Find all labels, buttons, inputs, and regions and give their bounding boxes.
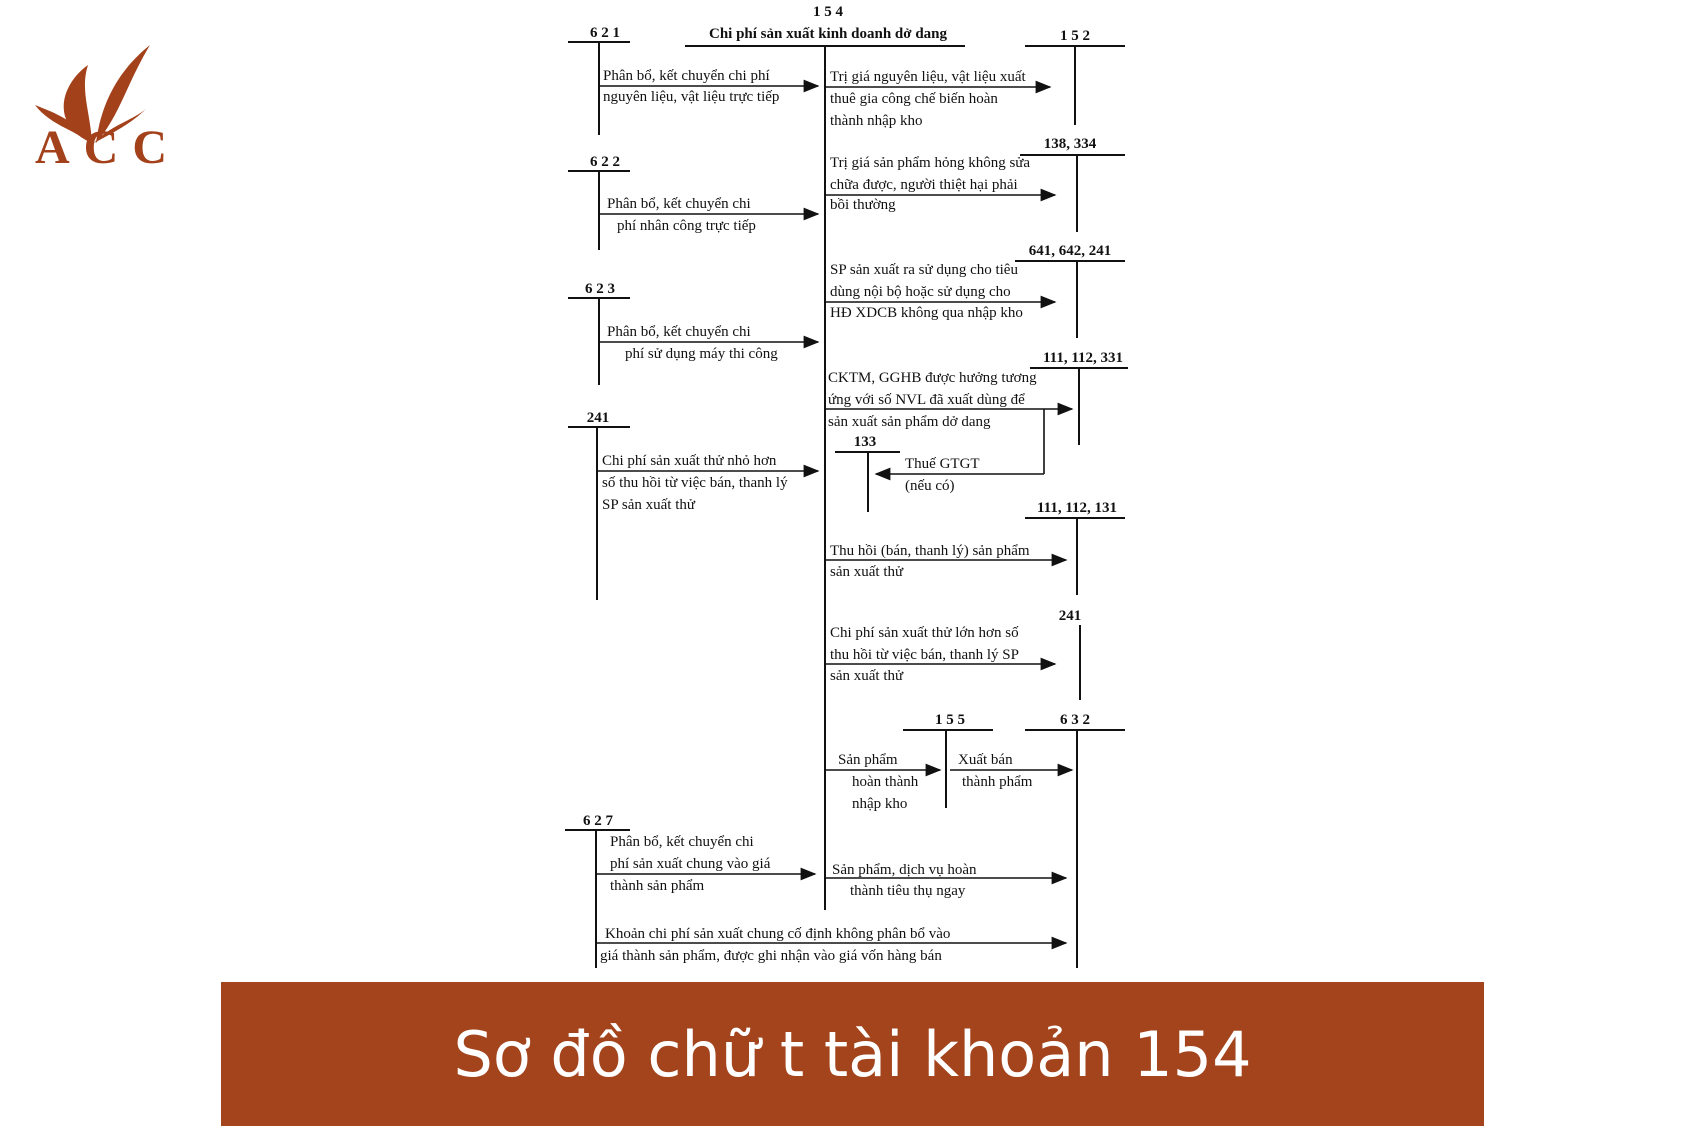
- svg-text:số thu hồi từ việc bán, thanh: số thu hồi từ việc bán, thanh lý: [602, 475, 788, 491]
- svg-text:Phân bổ, kết chuyển chi: Phân bổ, kết chuyển chi: [607, 196, 751, 212]
- svg-text:phí sử dụng máy thi công: phí sử dụng máy thi công: [625, 346, 778, 362]
- svg-text:Phân bổ, kết chuyển chi: Phân bổ, kết chuyển chi: [607, 324, 751, 340]
- svg-text:133: 133: [853, 434, 877, 450]
- account-111-112-131: [825, 500, 1125, 595]
- svg-text:SP sản xuất thử: SP sản xuất thử: [602, 497, 695, 513]
- svg-text:1 5 2: 1 5 2: [1060, 28, 1090, 44]
- svg-text:6 2 3: 6 2 3: [585, 281, 615, 297]
- account-241-left: [568, 410, 818, 600]
- svg-text:thành phẩm: thành phẩm: [962, 774, 1033, 790]
- svg-text:1 5 5: 1 5 5: [935, 712, 965, 728]
- svg-text:241: 241: [586, 410, 610, 426]
- svg-text:111, 112, 131: 111, 112, 131: [1036, 500, 1118, 516]
- account-155: [825, 712, 1072, 812]
- svg-text:ứng với số NVL đã xuất dùng để: ứng với số NVL đã xuất dùng để: [828, 392, 1025, 408]
- account-152: [825, 28, 1125, 129]
- svg-text:Chi phí sản xuất thử lớn hơn s: Chi phí sản xuất thử lớn hơn số: [830, 625, 1019, 641]
- svg-text:6 2 7: 6 2 7: [583, 813, 613, 829]
- svg-text:6 2 2: 6 2 2: [590, 154, 620, 170]
- svg-text:241: 241: [1058, 608, 1082, 624]
- svg-text:Phân bổ, kết chuyển chi: Phân bổ, kết chuyển chi: [610, 834, 754, 850]
- svg-text:(nếu có): (nếu có): [905, 478, 955, 494]
- svg-text:CKTM, GGHB được hưởng tương: CKTM, GGHB được hưởng tương: [828, 370, 1037, 386]
- svg-text:thuê gia công chế biến hoàn: thuê gia công chế biến hoàn: [830, 91, 998, 107]
- svg-text:Chi phí sản xuất thử nhỏ hơn: Chi phí sản xuất thử nhỏ hơn: [602, 453, 777, 469]
- svg-text:chữa được, người thiệt hại phả: chữa được, người thiệt hại phải: [830, 177, 1018, 193]
- svg-text:thành nhập kho: thành nhập kho: [830, 113, 923, 129]
- svg-text:138, 334: 138, 334: [1043, 136, 1097, 152]
- svg-text:SP sản xuất ra sử dụng cho tiê: SP sản xuất ra sử dụng cho tiêu: [830, 262, 1018, 278]
- svg-text:6 2 1: 6 2 1: [590, 25, 620, 41]
- svg-text:sản xuất thử: sản xuất thử: [830, 668, 904, 684]
- account-133: [835, 434, 1044, 512]
- account-627: [565, 813, 815, 968]
- svg-text:dùng nội bộ hoặc sử dụng cho: dùng nội bộ hoặc sử dụng cho: [830, 284, 1011, 300]
- svg-text:Trị giá sản phẩm hỏng không sử: Trị giá sản phẩm hỏng không sửa: [830, 155, 1031, 171]
- svg-text:Thuế GTGT: Thuế GTGT: [905, 456, 980, 472]
- svg-text:Trị giá nguyên liệu, vật liệu: Trị giá nguyên liệu, vật liệu xuất: [830, 69, 1026, 85]
- fixed-overhead-flow: [596, 926, 1066, 964]
- svg-text:thu hồi từ việc bán, thanh lý: thu hồi từ việc bán, thanh lý SP: [830, 647, 1019, 663]
- svg-text:thành tiêu thụ ngay: thành tiêu thụ ngay: [850, 883, 966, 899]
- logo-text: ACC: [35, 121, 181, 174]
- svg-text:Phân bổ, kết chuyển chi phí: Phân bổ, kết chuyển chi phí: [603, 68, 770, 84]
- account-641-642-241: [825, 243, 1125, 338]
- svg-text:641, 642, 241: 641, 642, 241: [1028, 243, 1112, 259]
- svg-text:sản xuất sản phẩm dở dang: sản xuất sản phẩm dở dang: [828, 414, 991, 430]
- svg-text:bồi thường: bồi thường: [830, 197, 896, 213]
- svg-text:sản xuất thử: sản xuất thử: [830, 564, 904, 580]
- main-account-name: Chi phí sản xuất kinh doanh dở dang: [708, 26, 948, 42]
- account-622: [568, 154, 818, 250]
- svg-text:giá thành sản phẩm, được ghi n: giá thành sản phẩm, được ghi nhận vào giá vốn hàng bán: [600, 948, 942, 964]
- account-241-right: [825, 608, 1081, 700]
- svg-text:nguyên liệu, vật liệu trực tiế: nguyên liệu, vật liệu trực tiếp: [603, 89, 780, 105]
- svg-text:Xuất bán: Xuất bán: [958, 752, 1013, 768]
- main-account-code: 1 5 4: [813, 4, 843, 20]
- svg-text:hoàn thành: hoàn thành: [852, 774, 919, 790]
- svg-text:111, 112, 331: 111, 112, 331: [1042, 350, 1124, 366]
- svg-text:HĐ XDCB không qua nhập kho: HĐ XDCB không qua nhập kho: [830, 305, 1023, 321]
- account-138-334: [825, 136, 1125, 232]
- svg-text:phí sản xuất chung vào giá: phí sản xuất chung vào giá: [610, 856, 771, 872]
- banner-title: Sơ đồ chữ t tài khoản 154: [453, 1017, 1252, 1091]
- title-banner: [221, 982, 1484, 1126]
- svg-text:Khoản chi phí sản xuất chung c: Khoản chi phí sản xuất chung cố định không phân bổ vào: [605, 926, 951, 942]
- svg-text:Thu hồi (bán, thanh lý) sản ph: Thu hồi (bán, thanh lý) sản phẩm: [830, 543, 1030, 559]
- svg-text:phí nhân công trực tiếp: phí nhân công trực tiếp: [617, 218, 756, 234]
- svg-text:thành sản phẩm: thành sản phẩm: [610, 878, 705, 894]
- svg-text:6 3 2: 6 3 2: [1060, 712, 1090, 728]
- svg-text:Sản phẩm, dịch vụ hoàn: Sản phẩm, dịch vụ hoàn: [832, 862, 977, 878]
- svg-text:Sản phẩm: Sản phẩm: [838, 752, 898, 768]
- svg-text:nhập kho: nhập kho: [852, 796, 908, 812]
- account-623: [568, 281, 818, 385]
